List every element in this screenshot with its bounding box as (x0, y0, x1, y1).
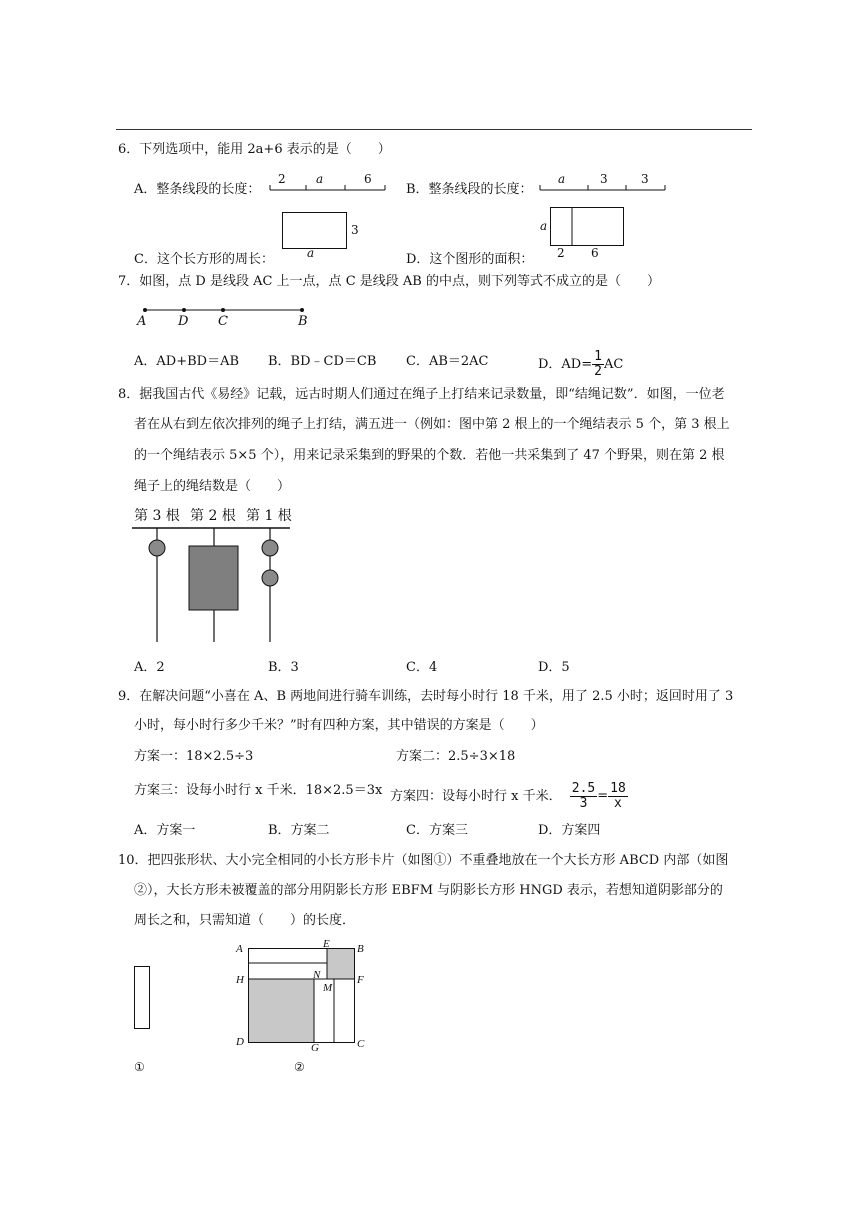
q6-d-bottom-2: 6 (591, 246, 599, 260)
q8-line-3: 的一个绳结表示 5×5 个），用来记录采集到的野果的个数．若他一共采集到了 47 个野果，则在第 2 根 (134, 448, 725, 463)
q10-figure-1-card (134, 966, 152, 1030)
q6-b-seg-2: 3 (600, 172, 608, 186)
q6-stem: 6．下列选项中，能用 2a+6 表示的是（ ） (118, 142, 391, 157)
q10-figure-2-caption: ② (294, 1060, 305, 1074)
q6-a-seg-2: a (316, 172, 324, 186)
q8-line-1: 8．据我国古代《易经》记载，远古时期人们通过在绳子上打结来记录数量，即“结绳记数”．如图，一位老 (118, 387, 725, 402)
q7-point-b: B (298, 314, 308, 329)
q10-label-m: M (323, 982, 333, 994)
q6-option-a-label: A．整条线段的长度： (134, 182, 261, 197)
q10-label-n: N (313, 969, 321, 981)
q8-knot-rope-figure (132, 524, 292, 644)
q6-a-seg-1: 2 (278, 172, 286, 186)
q6-b-seg-3: 3 (641, 172, 649, 186)
q9-option-d: D．方案四 (538, 823, 601, 838)
q8-rope-label-1: 第 1 根 (246, 508, 292, 524)
q7-frac-num: 1 (594, 349, 602, 364)
q10-line-1: 10．把四张形状、大小完全相同的小长方形卡片（如图①）不重叠地放在一个大长方形 ABCD 内部（如图 (118, 853, 729, 868)
q9-option-a: A．方案一 (134, 823, 196, 838)
q8-line-2: 者在从右到左依次排列的绳子上打结，满五进一（例如：图中第 2 根上的一个绳结表示 5 个，第 3 根上 (134, 417, 730, 432)
q9-line-1: 9．在解决问题“小喜在 A、B 两地间进行骑车训练，去时每小时行 18 千米，用了 2.5 小时；返回时用了 3 (118, 689, 734, 704)
q6-d-bottom-1: 2 (557, 246, 565, 260)
q9-plan-1: 方案一：18×2.5÷3 (134, 749, 254, 764)
q7-option-d (538, 350, 623, 379)
q7-frac-den: 2 (594, 364, 602, 379)
q10-figure-2-rectangle (248, 948, 364, 1048)
q7-option-b: B．BD﹣CD＝CB (268, 354, 377, 369)
q9-plan-3: 方案三：设每小时行 x 千米．18×2.5＝3x (134, 783, 383, 798)
q9-frac2-den: x (614, 796, 622, 811)
q7-point-a: A (137, 314, 147, 329)
q7-option-d-suffix: AC (603, 357, 624, 372)
q6-a-seg-3: 6 (364, 172, 372, 186)
q9-line-2: 小时，每小时行多少千米？”时有四种方案，其中错误的方案是（ ） (134, 718, 544, 733)
q7-option-d-fraction (592, 350, 604, 379)
header-rule (116, 129, 752, 130)
q8-option-a: A．2 (134, 660, 165, 675)
q6-option-d-rectangle (550, 207, 625, 247)
q7-point-c: C (218, 314, 228, 329)
q9-option-c: C．方案三 (406, 823, 468, 838)
q6-option-c-rectangle (282, 212, 348, 250)
q9-plan-2: 方案二：2.5÷3×18 (396, 749, 516, 764)
q10-label-b: B (357, 943, 364, 955)
q10-label-d: D (236, 1036, 244, 1048)
q9-option-b: B．方案二 (268, 823, 330, 838)
q8-option-c: C．4 (406, 660, 438, 675)
q6-c-side-label: 3 (351, 223, 359, 237)
q10-line-3: 周长之和，只需知道（ ）的长度． (134, 913, 356, 928)
q8-option-b: B．3 (268, 660, 299, 675)
q9-plan-4-text: 方案四：设每小时行 x 千米． (390, 789, 562, 804)
q9-equals: = (597, 788, 609, 804)
q10-figure-1-caption: ① (134, 1060, 145, 1074)
q9-plan-4-fraction-left (570, 782, 597, 811)
q7-option-c: C．AB＝2AC (406, 354, 489, 369)
q6-b-seg-1: a (558, 172, 566, 186)
q7-option-a: A．AD+BD＝AB (134, 354, 240, 369)
q9-frac2-num: 18 (610, 781, 626, 796)
q6-option-c-label: C．这个长方形的周长： (134, 252, 274, 267)
q7-point-d: D (178, 314, 189, 329)
q9-plan-4 (390, 782, 628, 811)
q6-d-side-label: a (540, 219, 548, 233)
q7-stem: 7．如图，点 D 是线段 AC 上一点，点 C 是线段 AB 的中点，则下列等式不成立的是（ ） (118, 274, 660, 289)
q6-option-d-label: D．这个图形的面积： (406, 252, 534, 267)
q10-label-c: C (357, 1038, 365, 1050)
q10-label-a: A (236, 943, 243, 955)
q10-label-e: E (323, 938, 330, 950)
q6-c-bottom-label: a (307, 246, 315, 260)
q10-label-h: H (236, 974, 244, 986)
q9-plan-4-fraction-right (608, 782, 628, 811)
q6-option-b-label: B．整条线段的长度： (406, 182, 533, 197)
q9-frac1-den: 3 (579, 796, 588, 811)
q10-label-f: F (357, 974, 364, 986)
q8-line-4: 绳子上的绳结数是（ ） (134, 479, 291, 494)
q10-line-2: ②），大长方形未被覆盖的部分用阴影长方形 EBFM 与阴影长方形 HNGD 表示，若想知道阴影部分的 (134, 883, 723, 898)
q8-rope-label-2: 第 2 根 (190, 508, 236, 524)
q9-frac1-num: 2.5 (571, 781, 596, 796)
q10-label-g: G (311, 1042, 319, 1054)
q8-option-d: D．5 (538, 660, 570, 675)
q7-option-d-prefix: D．AD= (538, 357, 593, 372)
q8-rope-label-3: 第 3 根 (134, 508, 180, 524)
